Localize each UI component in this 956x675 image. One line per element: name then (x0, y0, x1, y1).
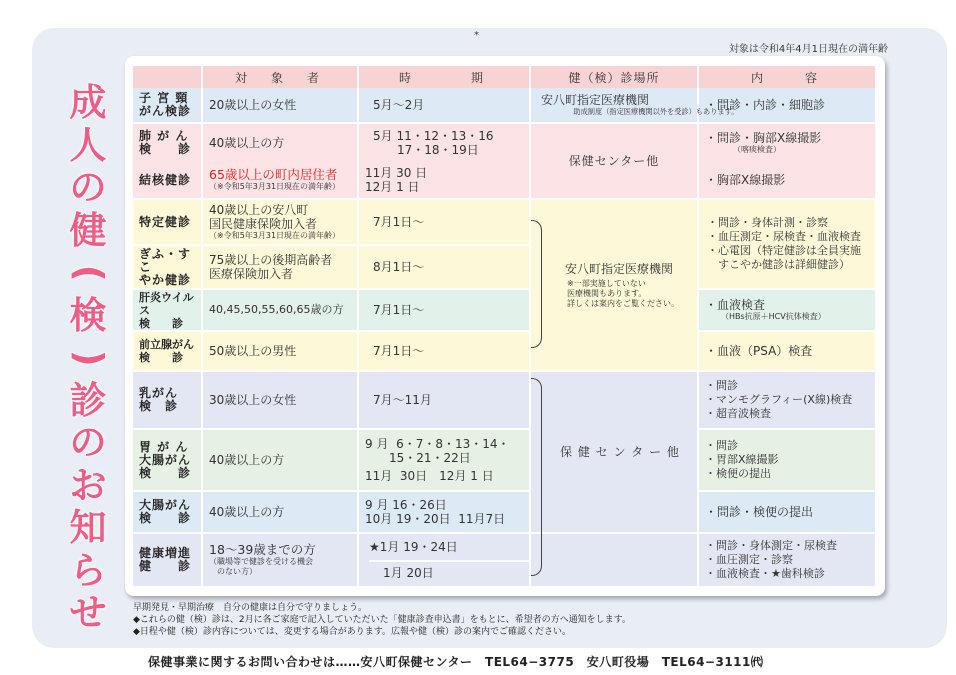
target-note: （職場等で健診を受ける機会 のない方） (209, 557, 313, 576)
target-cell: 50歳以上の男性 (203, 332, 359, 372)
header-content: 内 容 (699, 66, 877, 88)
place-text: 安八町指定医療機関 (541, 93, 650, 107)
content-cell: ・問診・検便の提出 (699, 492, 877, 534)
exam-name: ぎふ・すこ やか健診 (133, 246, 203, 290)
title-char: ( (67, 264, 111, 282)
period-cell: 9 月 16・26日 10月 19・20日 11月7日 (359, 492, 531, 534)
place-text: 安八町指定医療機関 (564, 261, 673, 276)
period-cell (359, 534, 531, 588)
table-row (133, 162, 877, 200)
title-char: の (69, 421, 107, 464)
content-note: （HBs抗原＋HCV抗体検査） (721, 312, 826, 321)
target-cell: 40歳以上の方 (203, 492, 359, 534)
exam-name: 特定健診 (133, 200, 203, 246)
table-row (133, 372, 877, 430)
period-cell: 5月〜2月 (359, 88, 531, 124)
period-text-2: 1月 20日 (369, 560, 529, 582)
place-note: ※一部実施していない 医療機関もあります。 詳しくは案内をご覧ください。 (567, 278, 679, 308)
period-text-2: 11月 30日 12月 1 日 (365, 469, 494, 483)
period-cell: 8月1日〜 (359, 246, 531, 290)
target-cell: 20歳以上の女性 (203, 88, 359, 124)
title-char: 知 (69, 506, 107, 549)
title-char: せ (69, 591, 107, 634)
header-blank (133, 66, 203, 88)
place-cell: 保健センター他 (531, 124, 699, 200)
content-cell: ・問診・身体測定・尿検査 ・血圧測定・診察 ・血液検査・★歯科検診 (699, 534, 877, 588)
exam-name: 子 宮 頸 がん検診 (133, 88, 203, 124)
contact-info: 保健事業に関するお問い合わせは……安八町保健センター TEL64−3775 安八町役場 TEL64−3111㈹ (148, 655, 764, 669)
table-row (133, 430, 877, 492)
target-text: 40歳以上の安八町 国民健康保険加入者 (209, 203, 318, 231)
footer-line: ◆これらの健（検）診は、2月に各ご家庭で記入していただいた「健康診査申込書」をもとに、希望者の方へ通知をします。 (133, 615, 631, 625)
period-text: 9 月 6・7・8・13・14・ 15・21・22日 (365, 437, 510, 465)
exam-name: 結核健診 (133, 162, 203, 200)
content-cell: ・血液（PSA）検査 (699, 332, 877, 372)
target-text: 18〜39歳までの方 (209, 542, 316, 557)
exam-name: 大腸がん 検 診 (133, 492, 203, 534)
target-cell: 30歳以上の女性 (203, 372, 359, 430)
place-cell (531, 88, 739, 124)
content-cell (699, 290, 877, 332)
table-header-row (133, 66, 877, 88)
checkup-schedule-table (133, 66, 877, 588)
target-cell: 40歳以上の方 (203, 430, 359, 492)
table-row (133, 332, 877, 372)
period-cell: 7月1日〜 (359, 200, 531, 246)
content-cell: ・問診 ・マンモグラフィー(X線)検査 ・超音波検査 (699, 372, 877, 430)
period-cell: 5月 11・12・13・16 17・18・19日 (359, 124, 531, 162)
header-place: 健（検）診場所 (531, 66, 699, 88)
title-char: の (69, 166, 107, 209)
place-text: 保 健 セ ン タ ー 他 (560, 445, 680, 459)
footer-notes (133, 602, 631, 638)
title-char: ら (69, 548, 107, 592)
place-note: 助成制度（指定医療機関以外を受診）もあります。 (573, 107, 739, 116)
period-cell: 7月〜11月 (359, 372, 531, 430)
table-row (133, 534, 877, 588)
target-cell (203, 534, 359, 588)
header-period: 時 期 (359, 66, 531, 88)
content-note: （喀痰検査） (733, 145, 781, 154)
footer-line: ◆日程や健（検）診内容については、変更する場合があります。広報や健（検）診の案内でご確認ください。 (133, 627, 572, 637)
period-text: ★1月 19・24日 (369, 540, 458, 554)
exam-name: 健康増進 健 診 (133, 534, 203, 588)
exam-name: 乳がん 検 診 (133, 372, 203, 430)
asterisk-mark: * (474, 30, 479, 41)
schedule-card (125, 56, 885, 596)
place-cell (531, 200, 699, 372)
place-cell (531, 372, 699, 534)
exam-name: 肝炎ウイルス 検 診 (133, 290, 203, 332)
exam-name: 肺 が ん 検 診 (133, 124, 203, 162)
table-row (133, 492, 877, 534)
table-row (133, 200, 877, 246)
footer-line: 早期発見・早期治療 自分の健康は自分で守りましょう。 (133, 603, 368, 613)
place-cell (531, 534, 699, 588)
bracket-mark (531, 220, 542, 348)
target-cell: 75歳以上の後期高齢者 医療保険加入者 (203, 246, 359, 290)
period-cell: 7月1日〜 (359, 332, 531, 372)
table-row (133, 290, 877, 332)
title-char: 人 (69, 123, 107, 167)
vertical-title (60, 82, 116, 635)
table-row (133, 124, 877, 162)
target-cell: 40,45,50,55,60,65歳の方 (203, 290, 359, 332)
target-cell (203, 200, 359, 246)
target-cell: 40歳以上の方 (203, 124, 359, 162)
age-reference-note: 対象は令和4年4月1日現在の満年齢 (728, 44, 888, 55)
target-note: （※令和5年3月31日現在の満年齢） (209, 182, 341, 191)
period-cell: 7月1日〜 (359, 290, 531, 332)
content-cell: ・胸部X線撮影 (699, 162, 877, 200)
title-char: 成 (69, 81, 107, 124)
period-cell: 11月 30 日 12月 1 日 (359, 162, 531, 200)
period-cell (359, 430, 531, 492)
title-char: お (69, 463, 107, 507)
title-char: 診 (69, 378, 107, 422)
table-row (133, 88, 877, 124)
exam-name: 前立腺がん 検 診 (133, 332, 203, 372)
title-char: 健 (69, 208, 107, 252)
content-cell: ・問診・身体計測・診察 ・血圧測定・尿検査・血液検査 ・心電図（特定健診は全員実施 すこやか健診は詳細健診） (699, 200, 877, 290)
content-text: ・問診・胸部X線撮影 (705, 131, 822, 145)
target-text: 65歳以上の町内居住者 (209, 167, 338, 182)
title-char: 検 (69, 293, 107, 337)
target-note: （※令和5年3月31日現在の満年齢） (209, 231, 341, 240)
content-cell: ・問診 ・胃部X線撮影 ・検便の提出 (699, 430, 877, 492)
content-cell: ・問診・内診・細胞診 (699, 88, 877, 124)
exam-name: 胃 が ん 大腸がん 検 診 (133, 430, 203, 492)
content-text: ・血液検査 (705, 298, 766, 312)
bracket-mark (531, 378, 542, 576)
content-cell (699, 124, 877, 162)
title-char: ) (67, 349, 111, 367)
header-target: 対 象 者 (203, 66, 359, 88)
target-cell (203, 162, 359, 200)
